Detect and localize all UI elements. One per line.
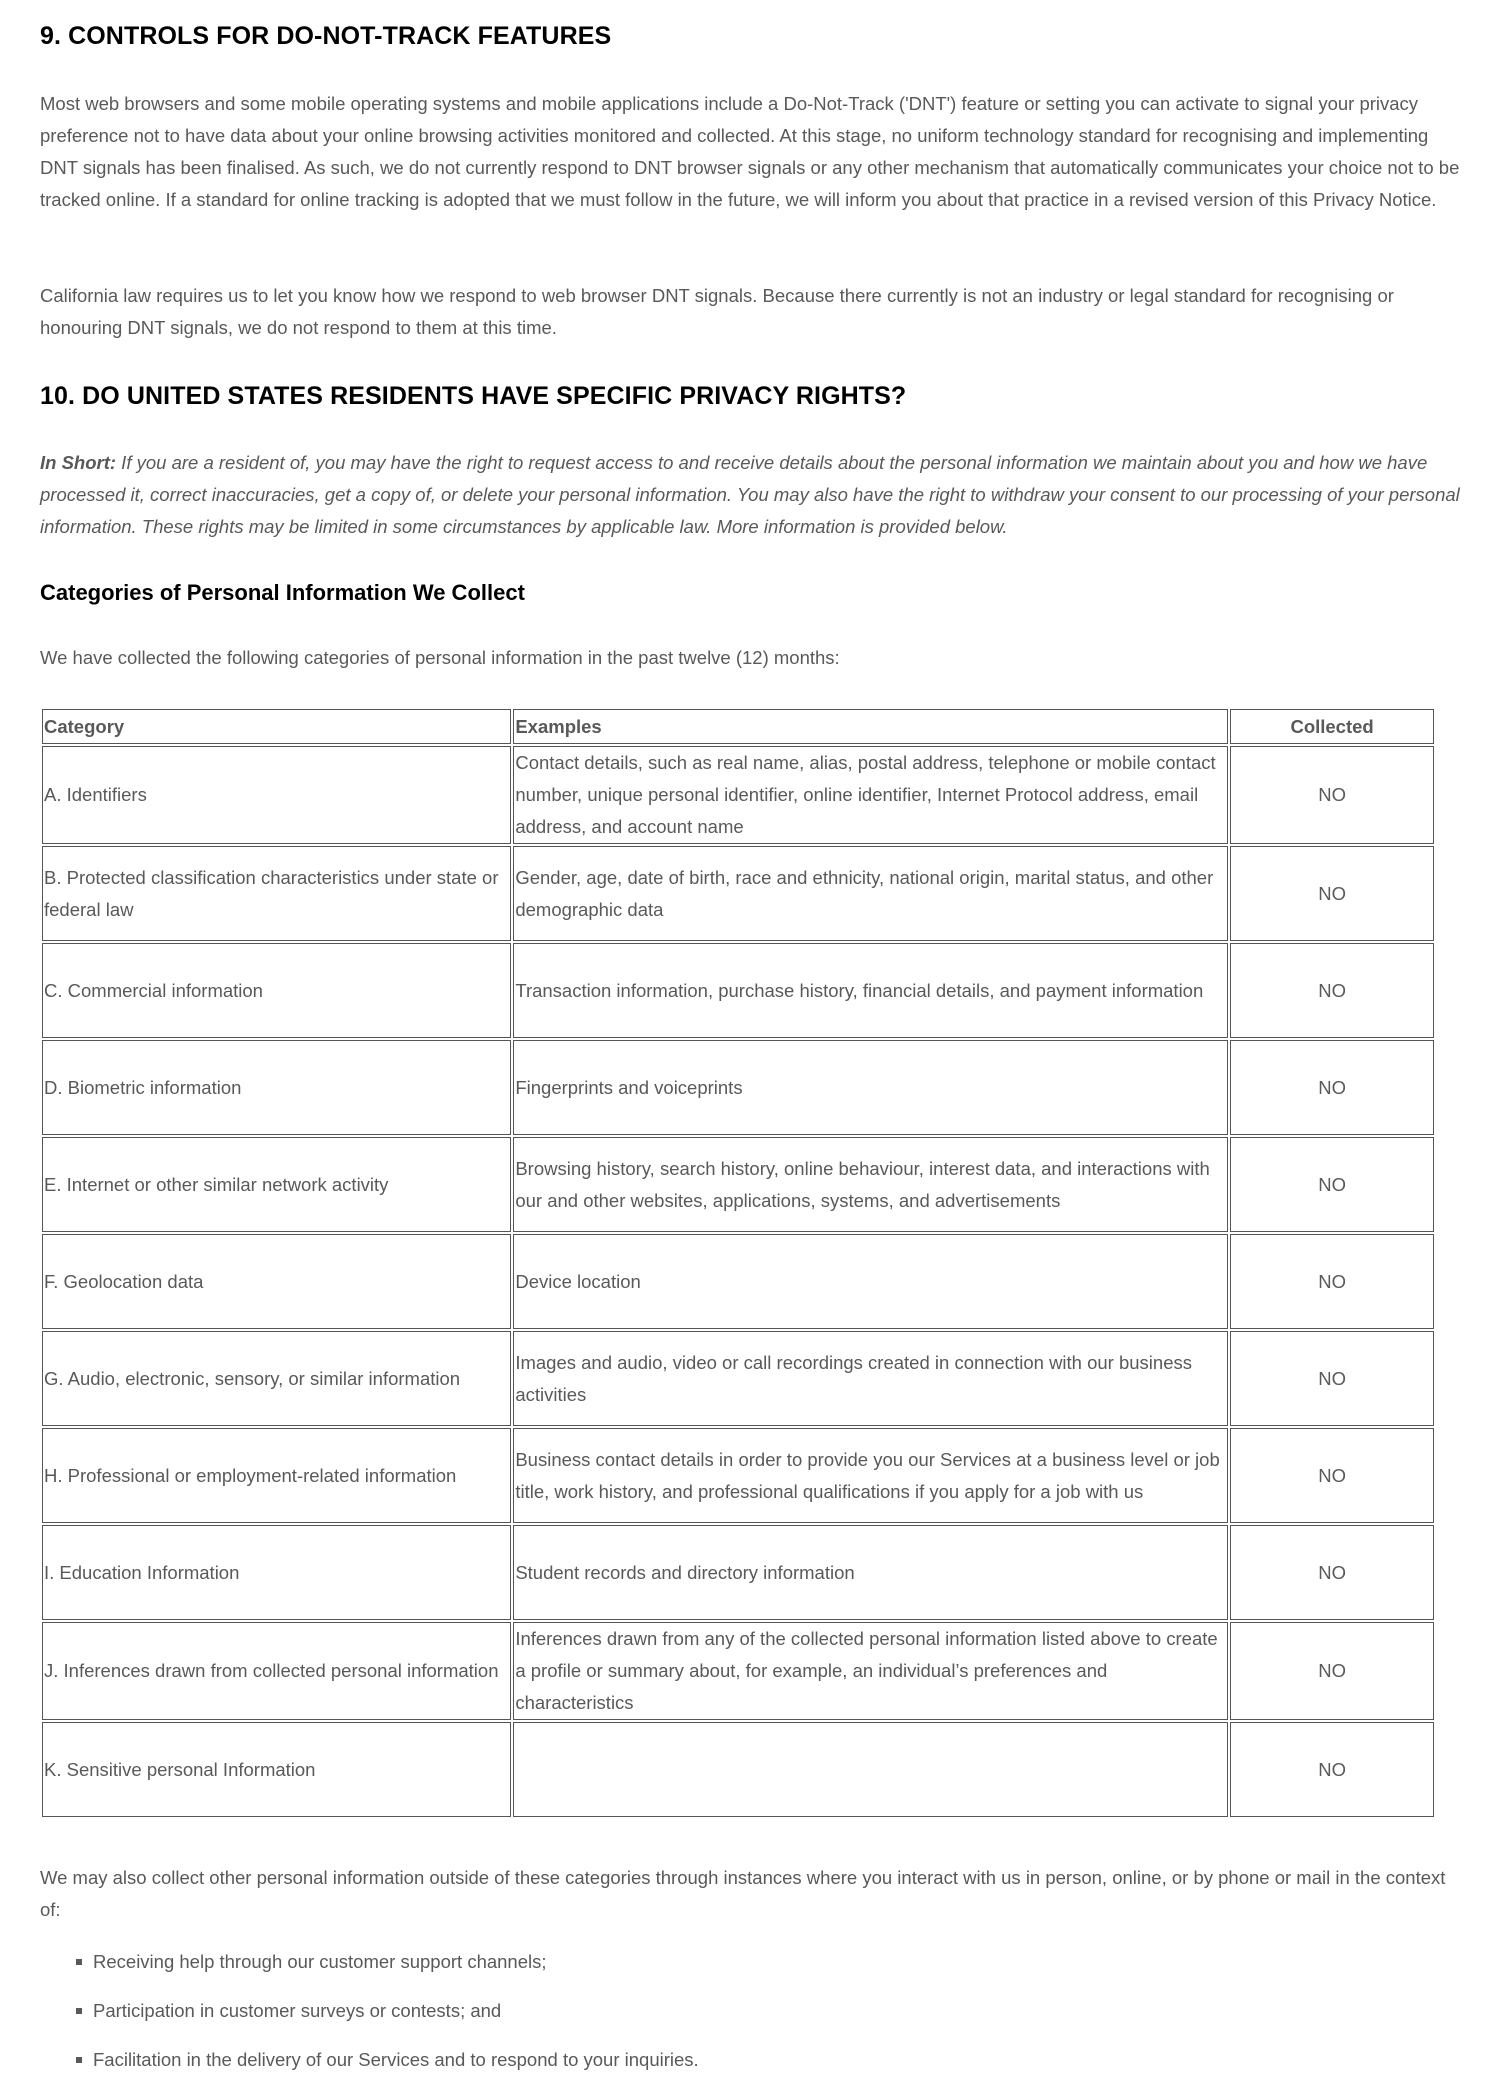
categories-intro: We have collected the following categories of personal information in the past twelve (12) months: bbox=[40, 647, 840, 668]
collected-cell: NO bbox=[1230, 1234, 1434, 1329]
square-bullet-icon bbox=[76, 2008, 82, 2014]
table-row bbox=[42, 1137, 1434, 1232]
examples-cell: Contact details, such as real name, alias, postal address, telephone or mobile contact number, unique personal identifier, online identifier, Internet Protocol address, email address, and account name bbox=[513, 746, 1228, 844]
list-item bbox=[40, 2044, 699, 2076]
collected-cell: NO bbox=[1230, 1722, 1434, 1817]
header-examples: Examples bbox=[513, 709, 1228, 744]
table-row bbox=[42, 1622, 1434, 1720]
category-cell: G. Audio, electronic, sensory, or similar information bbox=[42, 1331, 511, 1426]
collected-cell: NO bbox=[1230, 943, 1434, 1038]
collected-cell: NO bbox=[1230, 846, 1434, 941]
table-row bbox=[42, 746, 1434, 844]
examples-cell: Student records and directory information bbox=[513, 1525, 1228, 1620]
category-cell: J. Inferences drawn from collected personal information bbox=[42, 1622, 511, 1720]
collected-cell: NO bbox=[1230, 1137, 1434, 1232]
examples-cell: Fingerprints and voiceprints bbox=[513, 1040, 1228, 1135]
other-collection-paragraph: We may also collect other personal information outside of these categories through instances where you interact with us in person, online, or by phone or mail in the context of: bbox=[40, 1867, 1446, 1920]
table-row bbox=[42, 1234, 1434, 1329]
examples-cell: Images and audio, video or call recordings created in connection with our business activities bbox=[513, 1331, 1228, 1426]
category-cell: H. Professional or employment-related information bbox=[42, 1428, 511, 1523]
table-row bbox=[42, 1722, 1434, 1817]
list-item bbox=[40, 1946, 699, 1978]
table-row bbox=[42, 1428, 1434, 1523]
list-item-text: Receiving help through our customer support channels; bbox=[93, 1951, 547, 1972]
table-row bbox=[42, 846, 1434, 941]
examples-cell: Inferences drawn from any of the collected personal information listed above to create a profile or summary about, for example, an individual’s preferences and characteristics bbox=[513, 1622, 1228, 1720]
category-cell: D. Biometric information bbox=[42, 1040, 511, 1135]
category-cell: E. Internet or other similar network activity bbox=[42, 1137, 511, 1232]
collected-cell: NO bbox=[1230, 1428, 1434, 1523]
category-cell: F. Geolocation data bbox=[42, 1234, 511, 1329]
categories-title: Categories of Personal Information We Collect bbox=[40, 580, 525, 605]
category-cell: C. Commercial information bbox=[42, 943, 511, 1038]
collected-cell: NO bbox=[1230, 1040, 1434, 1135]
table-header-row bbox=[42, 709, 1434, 744]
table-row bbox=[42, 1040, 1434, 1135]
header-collected: Collected bbox=[1230, 709, 1434, 744]
examples-cell: Device location bbox=[513, 1234, 1228, 1329]
categories-table bbox=[40, 707, 1436, 1819]
square-bullet-icon bbox=[76, 1959, 82, 1965]
collected-cell: NO bbox=[1230, 1331, 1434, 1426]
examples-cell: Transaction information, purchase history, financial details, and payment information bbox=[513, 943, 1228, 1038]
category-cell: A. Identifiers bbox=[42, 746, 511, 844]
list-item-text: Participation in customer surveys or contests; and bbox=[93, 2000, 502, 2021]
category-cell: B. Protected classification characteristics under state or federal law bbox=[42, 846, 511, 941]
header-category: Category bbox=[42, 709, 511, 744]
dnt-paragraph-1: Most web browsers and some mobile operating systems and mobile applications include a Do-Not-Track ('DNT') feature or setting you can activate to signal your privacy preference not to have data about your online browsing activities monitored and collected. At this stage, no uniform technology standard for recognising and implementing DNT signals has been finalised. As such, we do not currently respond to DNT browser signals or any other mechanism that automatically communicates your choice not to be tracked online. If a standard for online tracking is adopted that we must follow in the future, we will inform you about that practice in a revised version of this Privacy Notice. bbox=[40, 93, 1460, 210]
section-10-title: 10. DO UNITED STATES RESIDENTS HAVE SPECIFIC PRIVACY RIGHTS? bbox=[40, 382, 907, 410]
examples-cell bbox=[513, 1722, 1228, 1817]
square-bullet-icon bbox=[76, 2057, 82, 2063]
context-list bbox=[40, 1946, 699, 2093]
table-row bbox=[42, 1525, 1434, 1620]
table-row bbox=[42, 943, 1434, 1038]
category-cell: I. Education Information bbox=[42, 1525, 511, 1620]
dnt-paragraph-2: California law requires us to let you know how we respond to web browser DNT signals. Because there currently is not an industry or legal standard for recognising or honouring DNT signals, we do not respond to them at this time. bbox=[40, 285, 1394, 338]
list-item bbox=[40, 1995, 699, 2027]
collected-cell: NO bbox=[1230, 746, 1434, 844]
list-item-text: Facilitation in the delivery of our Services and to respond to your inquiries. bbox=[93, 2049, 699, 2070]
section-9-title: 9. CONTROLS FOR DO-NOT-TRACK FEATURES bbox=[40, 22, 612, 50]
category-cell: K. Sensitive personal Information bbox=[42, 1722, 511, 1817]
table-row bbox=[42, 1331, 1434, 1426]
in-short-label: In Short: bbox=[40, 452, 117, 473]
collected-cell: NO bbox=[1230, 1622, 1434, 1720]
in-short-paragraph bbox=[40, 447, 1460, 543]
examples-cell: Business contact details in order to provide you our Services at a business level or job title, work history, and professional qualifications if you apply for a job with us bbox=[513, 1428, 1228, 1523]
examples-cell: Browsing history, search history, online behaviour, interest data, and interactions with our and other websites, applications, systems, and advertisements bbox=[513, 1137, 1228, 1232]
in-short-text: If you are a resident of, you may have the right to request access to and receive details about the personal information we maintain about you and how we have processed it, correct inaccuracies, get a copy of, or delete your personal information. You may also have the right to withdraw your consent to our processing of your personal information. These rights may be limited in some circumstances by applicable law. More information is provided below. bbox=[40, 452, 1460, 537]
collected-cell: NO bbox=[1230, 1525, 1434, 1620]
examples-cell: Gender, age, date of birth, race and ethnicity, national origin, marital status, and other demographic data bbox=[513, 846, 1228, 941]
